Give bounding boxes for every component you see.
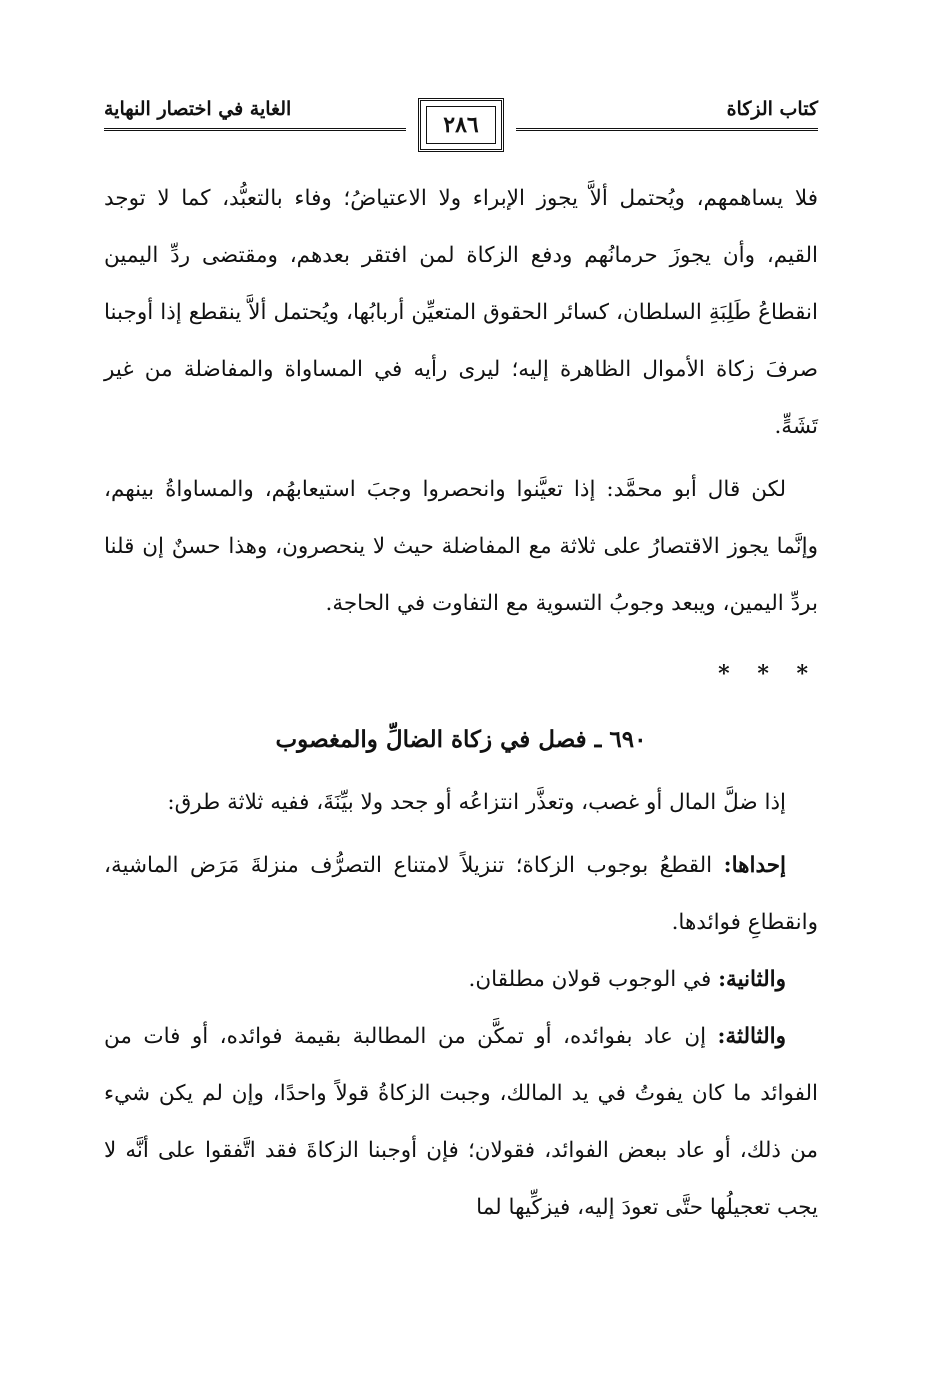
running-header [104, 90, 818, 160]
paragraph-3: إذا ضلَّ المال أو غصب، وتعذَّر انتزاعُه أو جحد ولا بيِّنَةَ، ففيه ثلاثة طرق: [167, 790, 786, 815]
paragraph-4 [104, 837, 818, 951]
term-third: والثالثة: [717, 1024, 786, 1049]
section-separator: * * * [718, 661, 818, 687]
paragraph-5 [104, 951, 818, 1008]
chapter-title: كتاب الزكاة [726, 98, 818, 120]
page-body [104, 170, 818, 1236]
paragraph-5-text: في الوجوب قولان مطلقان. [468, 967, 712, 992]
paragraph-6 [104, 1008, 818, 1236]
paragraph-4-text: القطعُ بوجوب الزكاة؛ تنزيلاً لامتناع التصرُّف منزلةَ مَرَض الماشية، وانقطاعِ فوائدها. [104, 853, 818, 935]
paragraph-1: فلا يساهمهم، ويُحتمل ألاَّ يجوز الإبراء ولا الاعتياضُ؛ وفاء بالتعبُّد، كما لا توجد القيم، وأن يجوزَ حرمانُهم ودفع الزكاة لمن افتقر بعدهم، ومقتضى ردِّ اليمين انقطاعُ طَلِبَةِ السلطان، كسائر الحقوق المتعيِّن أربابُها، ويُحتمل ألاَّ ينقطع إذا أوجبنا صرفَ زكاة الأموال الظاهرة إليه؛ ليرى رأيه في المساواة والمفاضلة من غير تَشَهٍّ. [104, 186, 818, 439]
paragraph-2: لكن قال أبو محمَّد: إذا تعيَّنوا وانحصروا وجبَ استيعابهُم، والمساواةُ بينهم، وإنَّما يجوز الاقتصارُ على ثلاثة مع المفاضلة حيث لا ينحصرون، وهذا حسنٌ إن قلنا بردِّ اليمين، ويبعد وجوبُ التسوية مع التفاوت في الحاجة. [104, 477, 818, 616]
term-second: والثانية: [718, 967, 786, 992]
term-first: إحداها: [723, 853, 786, 878]
header-rule-left [104, 128, 406, 131]
book-title: الغاية في اختصار النهاية [104, 98, 292, 120]
page-number-frame [418, 98, 504, 152]
page-number: ٢٨٦ [426, 106, 496, 144]
header-rule-right [516, 128, 818, 131]
section-heading: ٦٩٠ ـ فصل في زكاة الضالِّ والمغصوب [275, 726, 647, 753]
paragraph-6-text: إن عاد بفوائده، أو تمكَّن من المطالبة بقيمة فوائده، أو فات من الفوائد ما كان يفوتُ في يد المالك، وجبت الزكاةُ قولاً واحدًا، وإن لم يكن شيء من ذلك، أو عاد ببعض الفوائد، فقولان؛ فإن أوجبنا الزكاةَ فقد اتَّفقوا على أنَّه لا يجب تعجيلُها حتَّى تعودَ إليه، فيزكِّيها لما [104, 1024, 818, 1220]
